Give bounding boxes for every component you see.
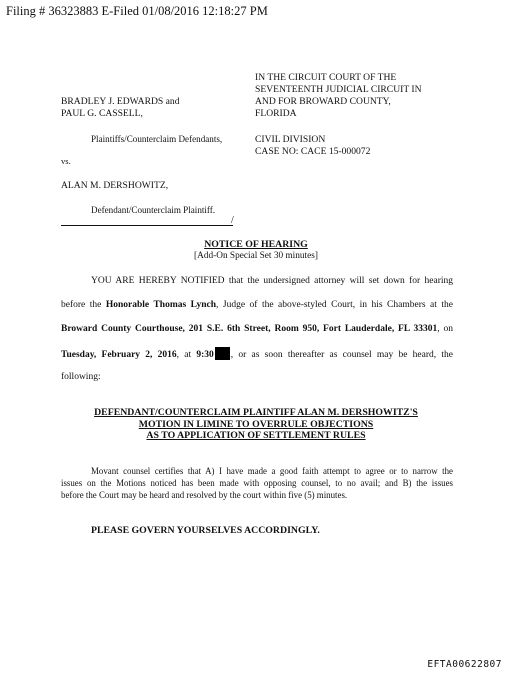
body-text: , Judge of the above-styled Court, in his Chambers at the [216,300,453,310]
filing-stamp: Filing # 36323883 E-Filed 01/08/2016 12:18:27 PM [6,4,268,18]
case-info-block [255,134,370,158]
certification-line: Movant counsel certifies that A) I have made a good faith attempt to agree or to narrow the [91,466,453,476]
body-line-4 [61,347,453,360]
body-line-3 [61,324,453,334]
court-line: AND FOR BROWARD COUNTY, [255,96,391,107]
caption-divider [61,225,233,226]
hearing-location: Broward County Courthouse, 201 S.E. 6th Street, Room 950, Fort Lauderdale, FL 33301 [61,324,438,334]
judge-name: Honorable Thomas Lynch [105,300,217,310]
redaction-box [215,347,230,360]
motion-title-line: AS TO APPLICATION OF SETTLEMENT RULES [146,430,366,441]
court-name-block [255,72,422,120]
motion-title-line: MOTION IN LIMINE TO OVERRULE OBJECTIONS [138,418,374,430]
plaintiff-name: BRADLEY J. EDWARDS and [61,96,180,107]
hearing-time: 9:30 [196,350,214,360]
caption-divider-end: / [231,215,234,226]
body-text: , at [176,350,197,360]
body-text: before the [61,300,106,310]
court-line: SEVENTEENTH JUDICIAL CIRCUIT IN [255,84,422,95]
bates-number: EFTA00622807 [427,659,502,670]
plaintiffs-role: Plaintiffs/Counterclaim Defendants, [91,134,223,144]
defendant-role: Defendant/Counterclaim Plaintiff. [91,205,216,215]
body-text: , or as soon thereafter as counsel may be heard, the [230,350,453,360]
body-text: , on [437,324,454,334]
versus-label: vs. [61,156,71,166]
body-line-2 [61,300,453,310]
motion-title-line: DEFENDANT/COUNTERCLAIM PLAINTIFF ALAN M. DERSHOWITZ'S [94,407,418,418]
body-line-1: YOU ARE HEREBY NOTIFIED that the undersigned attorney will set down for hearing [91,276,453,286]
hearing-date: Tuesday, February 2, 2016 [61,350,177,360]
notice-title: NOTICE OF HEARING [204,239,308,250]
motion-title [0,407,512,442]
body-line-5: following: [61,372,101,382]
defendant-name: ALAN M. DERSHOWITZ, [61,180,169,191]
court-line: FLORIDA [255,108,297,119]
certification-line: issues on the Motions noticed has been made with opposing counsel, to no avail; and B) the issues [61,478,453,488]
certification-paragraph [61,465,453,501]
plaintiffs-block [61,96,180,120]
certification-line: before the Court may be heard and resolved by the court within five (5) minutes. [61,490,348,500]
plaintiff-name: PAUL G. CASSELL, [61,108,143,119]
notice-subtitle: [Add-On Special Set 30 minutes] [194,251,318,261]
case-number: CASE NO: CACE 15-000072 [255,146,371,157]
govern-statement: PLEASE GOVERN YOURSELVES ACCORDINGLY. [91,525,320,536]
court-line: IN THE CIRCUIT COURT OF THE [255,72,397,83]
division-label: CIVIL DIVISION [255,134,326,145]
